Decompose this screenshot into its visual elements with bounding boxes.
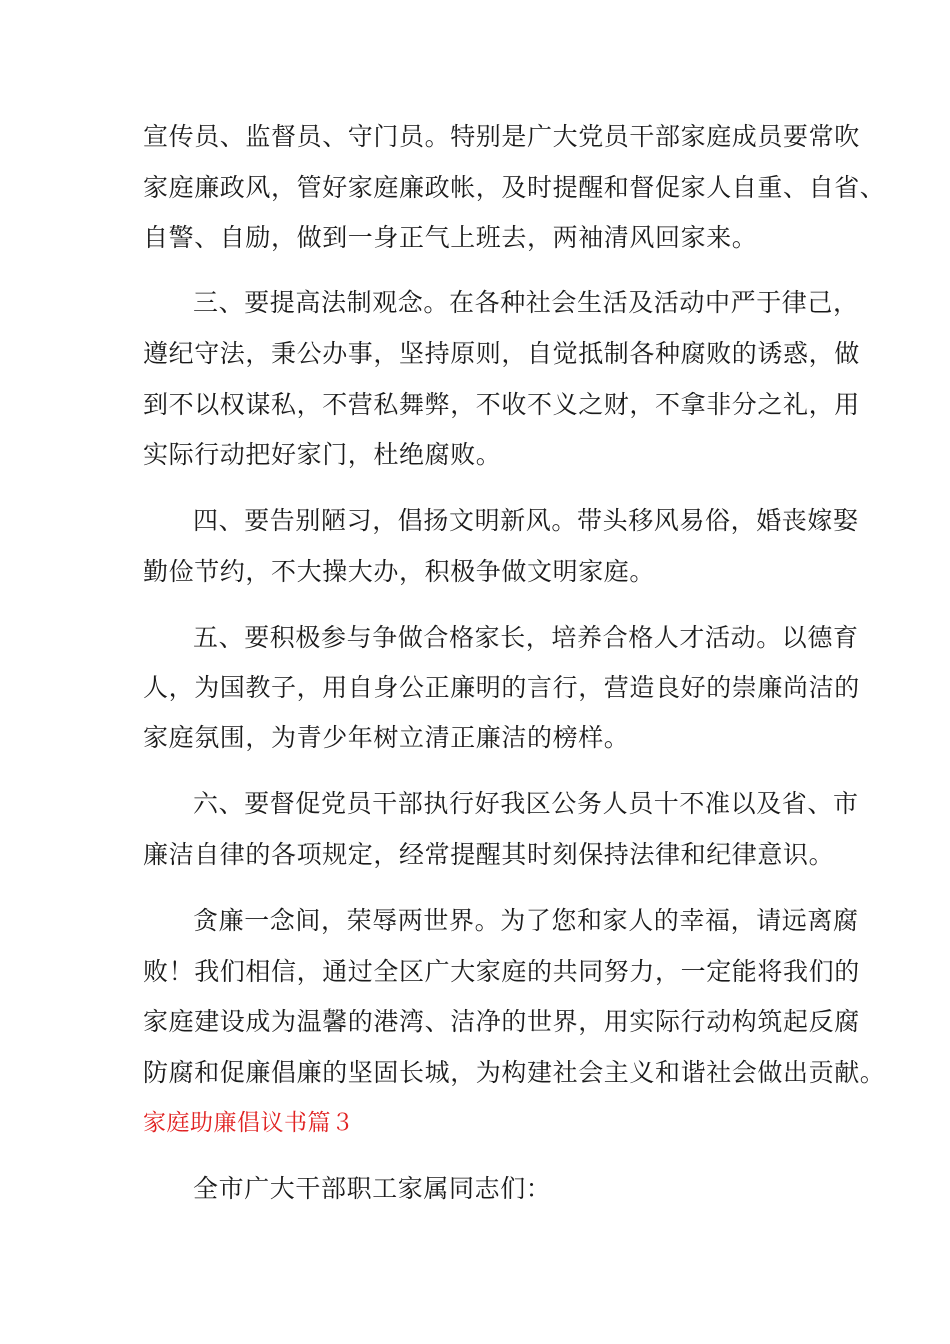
paragraph-line: 贪廉一念间，荣辱两世界。为了您和家人的幸福，请远离腐 [193, 906, 859, 935]
paragraph-line: 四、要告别陋习，倡扬文明新风。带头移风易俗，婚丧嫁娶 [193, 506, 859, 535]
paragraph-line: 防腐和促廉倡廉的坚固长城，为构建社会主义和谐社会做出贡献。 [143, 1058, 886, 1087]
paragraph-line: 人，为国教子，用自身公正廉明的言行，营造良好的崇廉尚洁的 [143, 673, 860, 702]
paragraph-line: 到不以权谋私，不营私舞弊，不收不义之财，不拿非分之礼，用 [143, 390, 860, 419]
paragraph-line: 三、要提高法制观念。在各种社会生活及活动中严于律己， [193, 288, 859, 317]
paragraph-line: 家庭廉政风，管好家庭廉政帐，及时提醒和督促家人自重、自省、 [143, 173, 886, 202]
paragraph-line: 实际行动把好家门，杜绝腐败。 [143, 440, 502, 469]
salutation: 全市广大干部职工家属同志们： [193, 1174, 552, 1203]
paragraph-line: 五、要积极参与争做合格家长，培养合格人才活动。以德育 [193, 623, 859, 652]
paragraph-line: 六、要督促党员干部执行好我区公务人员十不准以及省、市 [193, 789, 859, 818]
paragraph-line: 遵纪守法，秉公办事，坚持原则，自觉抵制各种腐败的诱惑，做 [143, 339, 860, 368]
paragraph-line: 家庭氛围，为青少年树立清正廉洁的榜样。 [143, 723, 630, 752]
paragraph-line: 廉洁自律的各项规定，经常提醒其时刻保持法律和纪律意识。 [143, 840, 835, 869]
paragraph-line: 自警、自励，做到一身正气上班去，两袖清风回家来。 [143, 223, 758, 252]
section-heading: 家庭助廉倡议书篇３ [143, 1110, 355, 1136]
paragraph-line: 宣传员、监督员、守门员。特别是广大党员干部家庭成员要常吹 [143, 122, 860, 151]
paragraph-line: 败！我们相信，通过全区广大家庭的共同努力，一定能将我们的 [143, 957, 860, 986]
paragraph-line: 勤俭节约，不大操大办，积极争做文明家庭。 [143, 557, 656, 586]
paragraph-line: 家庭建设成为温馨的港湾、洁净的世界，用实际行动构筑起反腐 [143, 1007, 860, 1036]
